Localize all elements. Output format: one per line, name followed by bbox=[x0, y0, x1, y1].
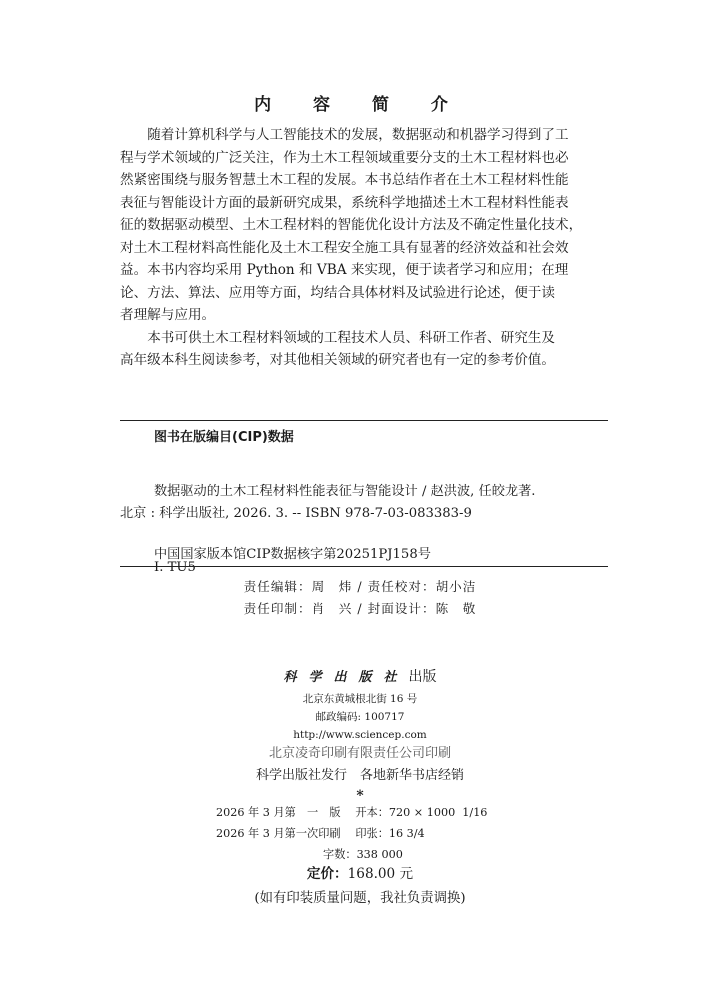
separator-star: * bbox=[356, 788, 364, 804]
quality-notice: (如有印装质量问题，我社负责调换) bbox=[254, 891, 466, 906]
publisher-website: http://www.sciencep.com bbox=[293, 729, 427, 741]
distribution-line: 科学出版社发行 各地新华书店经销 bbox=[255, 768, 464, 783]
cip-description-line-1: 数据驱动的土木工程材料性能表征与智能设计 / 赵洪波, 任皎龙著. bbox=[154, 484, 536, 499]
publisher-line bbox=[0, 666, 720, 686]
publisher-suffix: 出版 bbox=[408, 669, 437, 685]
cip-top-divider bbox=[120, 420, 608, 421]
cip-record-number: 中国国家版本馆CIP数据核字第20251PJ158号 bbox=[154, 547, 431, 562]
intro-paragraph-2: 本书可供土木工程材料领域的工程技术人员、科研工作者、研究生及 高年级本科生阅读参考，对其他相关领域的研究者也有一定的参考价值。 bbox=[120, 329, 555, 368]
printer-name: 北京凌奇印刷有限责任公司印刷 bbox=[268, 746, 451, 761]
edition-line-3: 字数：338 000 bbox=[323, 848, 403, 861]
publisher-name: 科学出版社 bbox=[283, 670, 409, 685]
publisher-address: 北京东黄城根北街 16 号 bbox=[302, 693, 418, 705]
edition-line-1: 2026 年 3 月第 一 版 开本：720 × 1000 1/16 bbox=[216, 806, 488, 819]
cip-heading: 图书在版编目(CIP)数据 bbox=[154, 430, 294, 445]
price-line bbox=[0, 862, 720, 882]
price-value: 168.00 元 bbox=[347, 866, 414, 882]
price-label: 定价： bbox=[306, 866, 348, 882]
publisher-block bbox=[0, 666, 720, 804]
edition-line-2: 2026 年 3 月第一次印刷 印张：16 3/4 bbox=[216, 827, 425, 840]
staff-credits-line-1: 责任编辑：周 炜 / 责任校对：胡小洁 bbox=[243, 579, 477, 594]
cip-bottom-divider bbox=[120, 566, 608, 567]
publisher-postcode: 邮政编码: 100717 bbox=[315, 711, 405, 723]
intro-title: 内 容 简 介 bbox=[254, 95, 466, 115]
intro-body bbox=[120, 124, 608, 372]
cip-description-line-2: 北京 : 科学出版社, 2026. 3. -- ISBN 978-7-03-083383-9 bbox=[120, 506, 472, 521]
intro-paragraph-1: 随着计算机科学与人工智能技术的发展，数据驱动和机器学习得到了工 程与学术领域的广泛关注，作为土木工程领域重要分支的土木工程材料也必 然紧密围绕与服务智慧土木工程的发展。本书总结作者在土木工程材料性能 表征与智能设计方面的最新研究成果，系统科学地描述土木工程材料性能表 征的数据驱动模型、土木工程材料的智能优化设计方法及不确定性量化技术， 对土木工程材料高性能化及土木工程安全施工具有显著的经济效益和社会效 益。本书内容均采用 Python 和 VBA 来实现，便于读者学习和应用；在理 论、方法、算法、应用等方面，均结合具体材料及试验进行论述，便于读 者理解与应用。 bbox=[120, 127, 583, 323]
cip-description bbox=[120, 459, 608, 547]
cip-block bbox=[120, 426, 608, 575]
staff-credits bbox=[0, 576, 720, 620]
staff-credits-line-2: 责任印制：肖 兴 / 封面设计：陈 敬 bbox=[243, 601, 477, 616]
cip-classification: Ⅰ. TU5 bbox=[154, 560, 196, 575]
edition-details bbox=[216, 802, 487, 865]
